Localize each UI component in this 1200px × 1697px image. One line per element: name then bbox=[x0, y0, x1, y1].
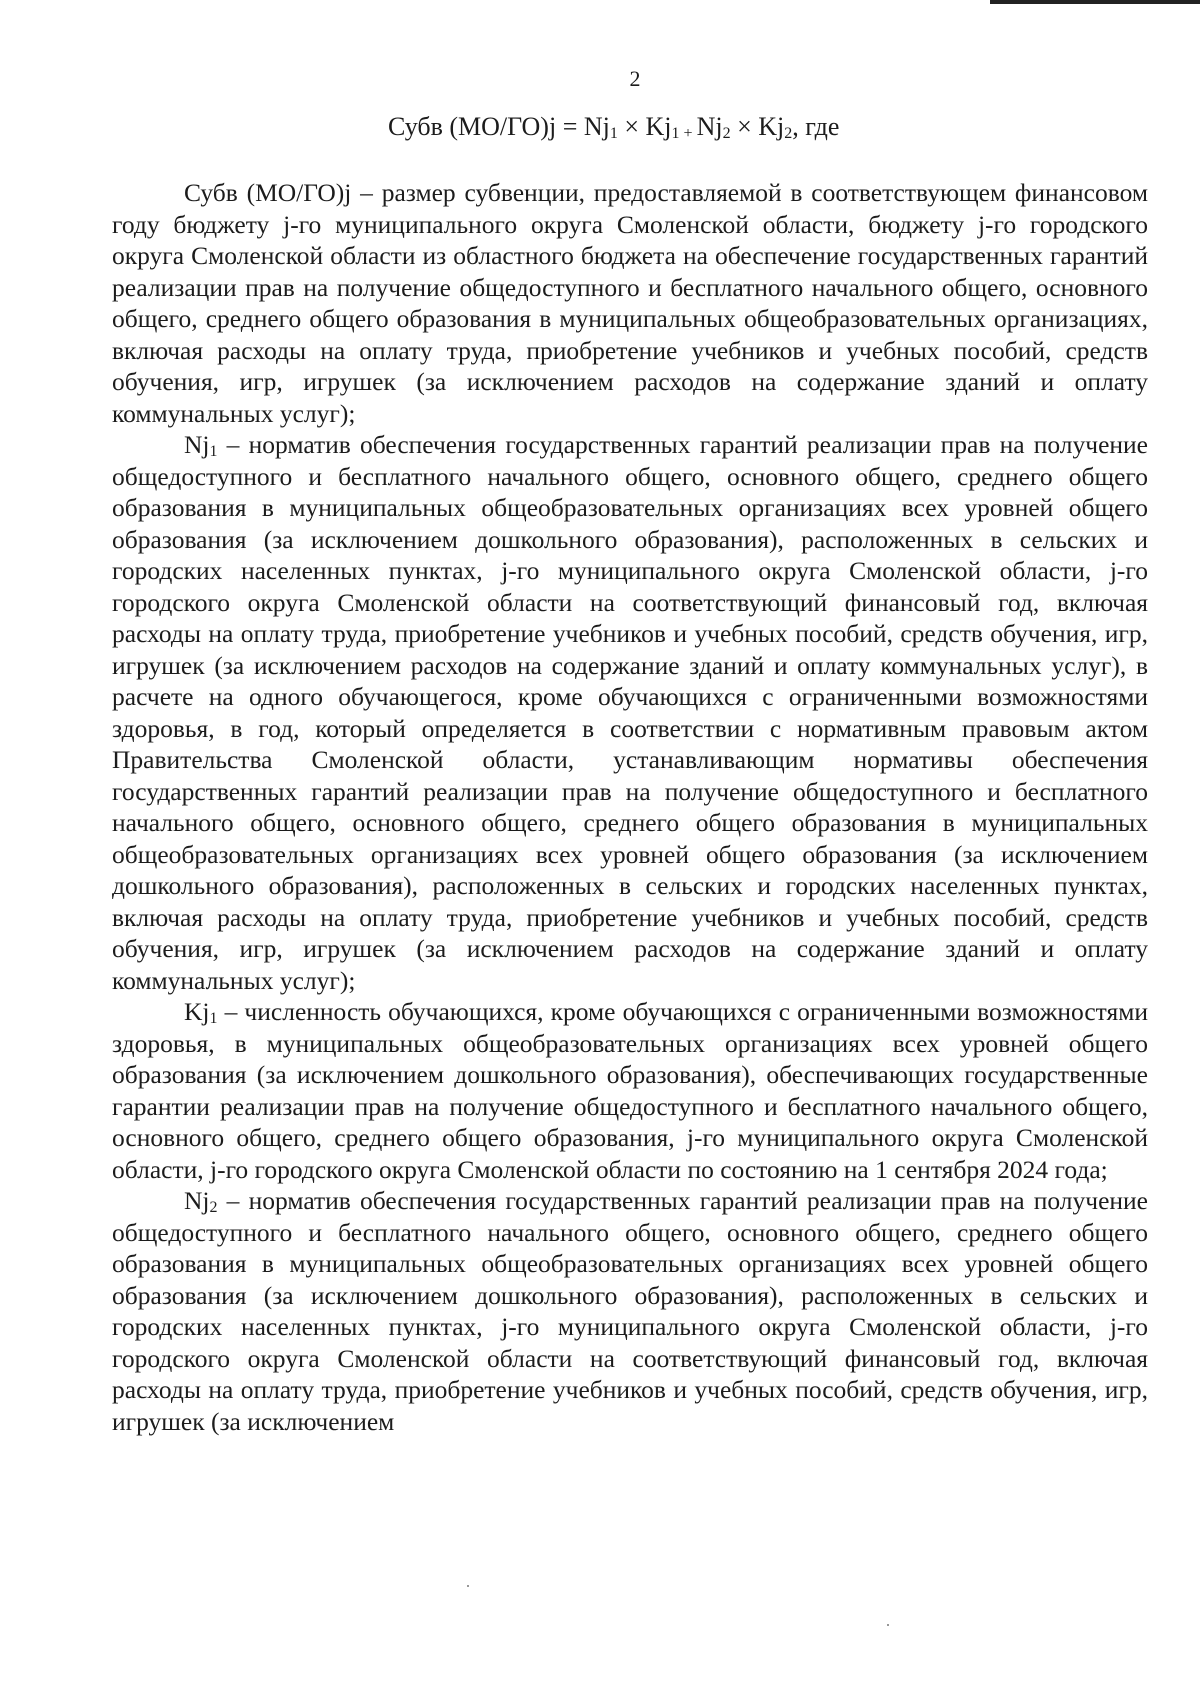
paragraph-text: Субв (МО/ГО)j – размер субвенции, предоставляемой в соответствующем финансовом году бюджету j-го муниципального округа Смоленской области, бюджету j-го городского округа Смоленской области из областного бюджета на обеспечение государственных гарантий реализации прав на получение общедоступного и бесплатного начального общего, основного общего, среднего общего образования в муниципальных общеобразовательных организациях, включая расходы на оплату труда, приобретение учебников и учебных пособий, средств обучения, игр, игрушек (за исключением расходов на содержание зданий и оплату коммунальных услуг); bbox=[112, 178, 1148, 428]
paragraph-text: – численность обучающихся, кроме обучающихся с ограниченными возможностями здоровья, в муниципальных общеобразовательных организациях всех уровней общего образования (за исключением дошкольного образования), обеспечивающих государственные гарантии реализации прав на получение общедоступного и бесплатного начального общего, основного общего, среднего общего образования, j-го муниципального округа Смоленской области, j-го городского округа Смоленской области по состоянию на 1 сентября 2024 года; bbox=[112, 997, 1148, 1184]
paragraph-nj2-definition bbox=[112, 1185, 1148, 1437]
paragraph-text: – норматив обеспечения государственных гарантий реализации прав на получение общедоступного и бесплатного начального общего, основного общего, среднего общего образования в муниципальных общеобразовательных организациях всех уровней общего образования (за исключением дошкольного образования), расположенных в сельских и городских населенных пунктах, j-го муниципального округа Смоленской области, j-го городского округа Смоленской области на соответствующий финансовый год, включая расходы на оплату труда, приобретение учебников и учебных пособий, средств обучения, игр, игрушек (за исключением расходов на содержание зданий и оплату коммунальных услуг), в расчете на одного обучающегося, кроме обучающихся с ограниченными возможностями здоровья, в год, который определяется в соответствии с нормативным правовым актом Правительства Смоленской области, устанавливающим нормативы обеспечения государственных гарантий реализации прав на получение общедоступного и бесплатного начального общего, основного общего, среднего общего образования в муниципальных общеобразовательных организациях всех уровней общего образования (за исключением дошкольного образования), расположенных в сельских и городских населенных пунктах, включая расходы на оплату труда, приобретение учебников и учебных пособий, средств обучения, игр, игрушек (за исключением расходов на содержание зданий и оплату коммунальных услуг); bbox=[112, 430, 1148, 995]
paragraph-kj1-definition bbox=[112, 996, 1148, 1185]
formula-lhs: Субв (МО/ГО)j bbox=[388, 112, 557, 141]
paragraph-nj1-definition bbox=[112, 429, 1148, 996]
term-symbol: Nj bbox=[184, 430, 210, 459]
paragraph-text: – норматив обеспечения государственных гарантий реализации прав на получение общедоступного и бесплатного начального общего, основного общего, среднего общего образования в муниципальных общеобразовательных организациях всех уровней общего образования (за исключением дошкольного образования), расположенных в сельских и городских населенных пунктах, j-го муниципального округа Смоленской области, j-го городского округа Смоленской области на соответствующий финансовый год, включая расходы на оплату труда, приобретение учебников и учебных пособий, средств обучения, игр, игрушек (за исключением bbox=[112, 1186, 1148, 1436]
scan-speck bbox=[467, 1585, 469, 1587]
formula-term-k2-index: 2 bbox=[784, 125, 793, 142]
formula-term-k1-index: 1 bbox=[671, 125, 680, 142]
scan-speck bbox=[887, 1624, 889, 1626]
subvention-formula bbox=[388, 112, 839, 143]
term-index: 1 bbox=[209, 443, 218, 460]
formula-times-1: × bbox=[617, 112, 646, 141]
formula-term-n1-index: 1 bbox=[609, 125, 618, 142]
scan-edge-mark bbox=[990, 0, 1200, 4]
formula-term-k1: Kj bbox=[645, 112, 672, 141]
term-index: 2 bbox=[209, 1199, 218, 1216]
formula-term-n2: Nj bbox=[696, 112, 723, 141]
formula-equals: = bbox=[556, 112, 584, 141]
formula-term-n2-index: 2 bbox=[722, 125, 731, 142]
term-symbol: Kj bbox=[184, 997, 210, 1026]
page-number: 2 bbox=[629, 66, 641, 91]
formula-times-2: × bbox=[730, 112, 759, 141]
document-body bbox=[112, 177, 1148, 1437]
term-symbol: Nj bbox=[184, 1186, 210, 1215]
formula-tail: , где bbox=[792, 112, 840, 141]
formula-term-k2: Kj bbox=[758, 112, 785, 141]
formula-plus: + bbox=[679, 125, 697, 142]
term-index: 1 bbox=[209, 1010, 218, 1027]
paragraph-subvention-definition bbox=[112, 177, 1148, 429]
formula-term-n1: Nj bbox=[583, 112, 610, 141]
